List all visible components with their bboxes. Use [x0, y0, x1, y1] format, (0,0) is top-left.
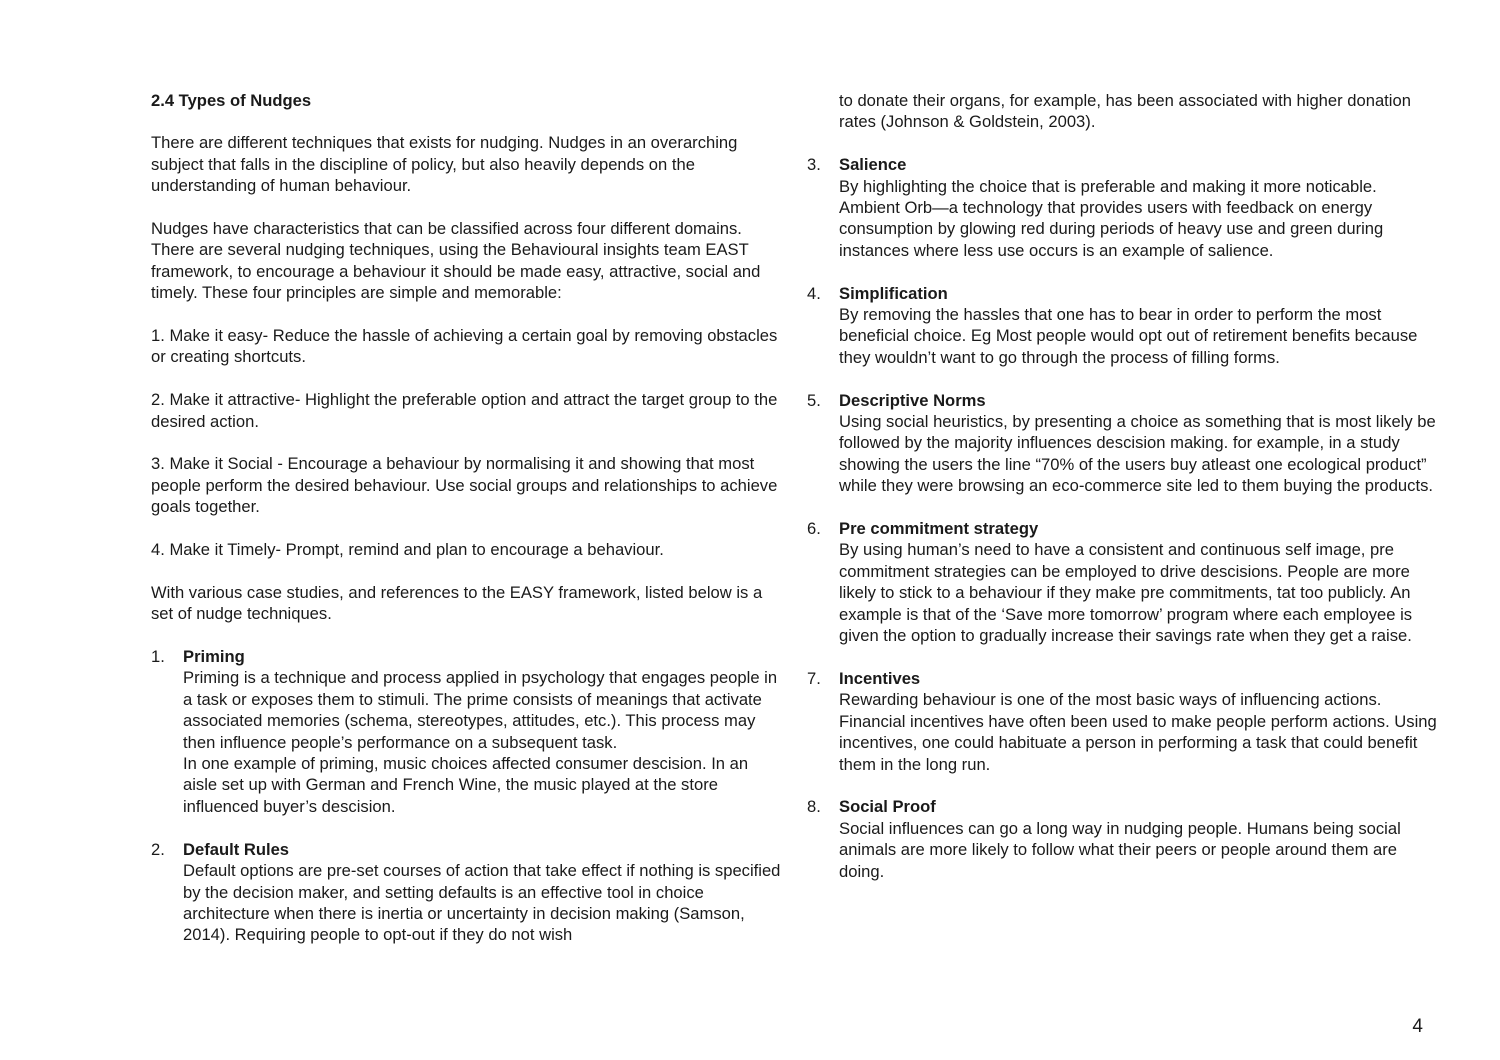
- principle-easy: 1. Make it easy- Reduce the hassle of achieving a certain goal by removing obstacles or creating shortcuts.: [151, 326, 778, 367]
- default-rules-continuation: to donate their organs, for example, has been associated with higher donation rates (Johnson & Goldstein, 2003).: [839, 91, 1411, 132]
- technique-title: Descriptive Norms: [839, 390, 986, 410]
- principle-social: 3. Make it Social - Encourage a behaviour by normalising it and showing that most people perform the desired behaviour. Use social groups and relationships to achieve goals together.: [151, 454, 778, 517]
- technique-salience: [807, 154, 1437, 261]
- technique-priming: [151, 646, 781, 817]
- section-heading: 2.4 Types of Nudges: [151, 91, 312, 110]
- list-number: 8.: [807, 797, 821, 817]
- technique-title: Simplification: [839, 283, 948, 303]
- techniques-intro: With various case studies, and references to the EASY framework, listed below is a set of nudge techniques.: [151, 582, 763, 624]
- technique-incentives: [807, 668, 1437, 775]
- technique-title: Default Rules: [183, 839, 290, 859]
- intro-paragraph: There are different techniques that exists for nudging. Nudges in an overarching subject that falls in the discipline of policy, but also heavily depends on the understanding of human behaviour.: [151, 133, 738, 196]
- list-number: 1.: [151, 647, 165, 667]
- technique-body: Social influences can go a long way in nudging people. Humans being social animals are more likely to follow what their peers or people around them are doing.: [839, 818, 1401, 881]
- technique-body: Rewarding behaviour is one of the most basic ways of influencing actions. Financial incentives have often been used to make people perform actions. Using incentives, one could habituate a person in performing a task that could benefit them in the long run.: [839, 690, 1437, 774]
- left-column: [151, 90, 781, 967]
- technique-title: Priming: [183, 647, 245, 667]
- list-number: 3.: [807, 155, 821, 175]
- domains-paragraph: Nudges have characteristics that can be classified across four different domains.: [151, 219, 742, 239]
- technique-title: Pre commitment strategy: [839, 519, 1039, 539]
- technique-pre-commitment: [807, 518, 1437, 646]
- principle-timely: 4. Make it Timely- Prompt, remind and plan to encourage a behaviour.: [151, 540, 664, 560]
- technique-body: By highlighting the choice that is preferable and making it more noticable. Ambient Orb—a technology that provides users with feedback on energy consumption by glowing red during periods of heavy use and green during instances where less use occurs is an example of salience.: [839, 176, 1384, 260]
- technique-simplification: [807, 283, 1437, 369]
- technique-title: Social Proof: [839, 797, 936, 817]
- technique-example: In one example of priming, music choices affected consumer descision. In an aisle set up with German and French Wine, the music played at the store influenced buyer’s descision.: [183, 754, 749, 816]
- right-column: [807, 90, 1437, 903]
- technique-body: Using social heuristics, by presenting a choice as something that is most likely be followed by the majority influences descision making. for example, in a study showing the users the line “70% of the users buy atleast one ecological product” while they were browsing an eco-commerce site led to them buying the products.: [839, 412, 1436, 496]
- technique-social-proof: [807, 796, 1437, 882]
- list-number: 5.: [807, 390, 821, 410]
- list-number: 4.: [807, 283, 821, 303]
- technique-body: Priming is a technique and process applied in psychology that engages people in a task or exposes them to stimuli. The prime consists of meanings that activate associated memories (schema, stereotypes, attitudes, etc.). This process may then influence people’s performance on a subsequent task.: [183, 668, 778, 752]
- technique-default-rules: [151, 839, 781, 946]
- east-framework-paragraph: There are several nudging techniques, using the Behavioural insights team EAST framework, to encourage a behaviour it should be made easy, attractive, social and timely. These four principles are simple and memorable:: [151, 240, 761, 303]
- principle-attractive: 2. Make it attractive- Highlight the preferable option and attract the target group to the desired action.: [151, 390, 778, 431]
- list-number: 7.: [807, 668, 821, 688]
- list-number: 2.: [151, 839, 165, 859]
- technique-body: By using human’s need to have a consistent and continuous self image, pre commitment strategies can be employed to drive descisions. People are more likely to stick to a behaviour if they make pre commitments, tat too publicly. An example is that of the ‘Save more tomorrow’ program where each employee is given the option to gradually increase their savings rate when they get a raise.: [839, 540, 1413, 646]
- technique-title: Salience: [839, 155, 907, 175]
- technique-title: Incentives: [839, 668, 921, 688]
- technique-descriptive-norms: [807, 390, 1437, 497]
- list-number: 6.: [807, 519, 821, 539]
- page-number: 4: [1412, 1016, 1423, 1037]
- technique-body: By removing the hassles that one has to bear in order to perform the most beneficial choice. Eg Most people would opt out of retirement benefits because they wouldn’t want to go through the process of filling forms.: [839, 305, 1418, 367]
- technique-body: Default options are pre-set courses of action that take effect if nothing is specified by the decision maker, and setting defaults is an effective tool in choice architecture when there is inertia or uncertainty in decision making (Samson, 2014). Requiring people to opt-out if they do not wish: [183, 861, 781, 945]
